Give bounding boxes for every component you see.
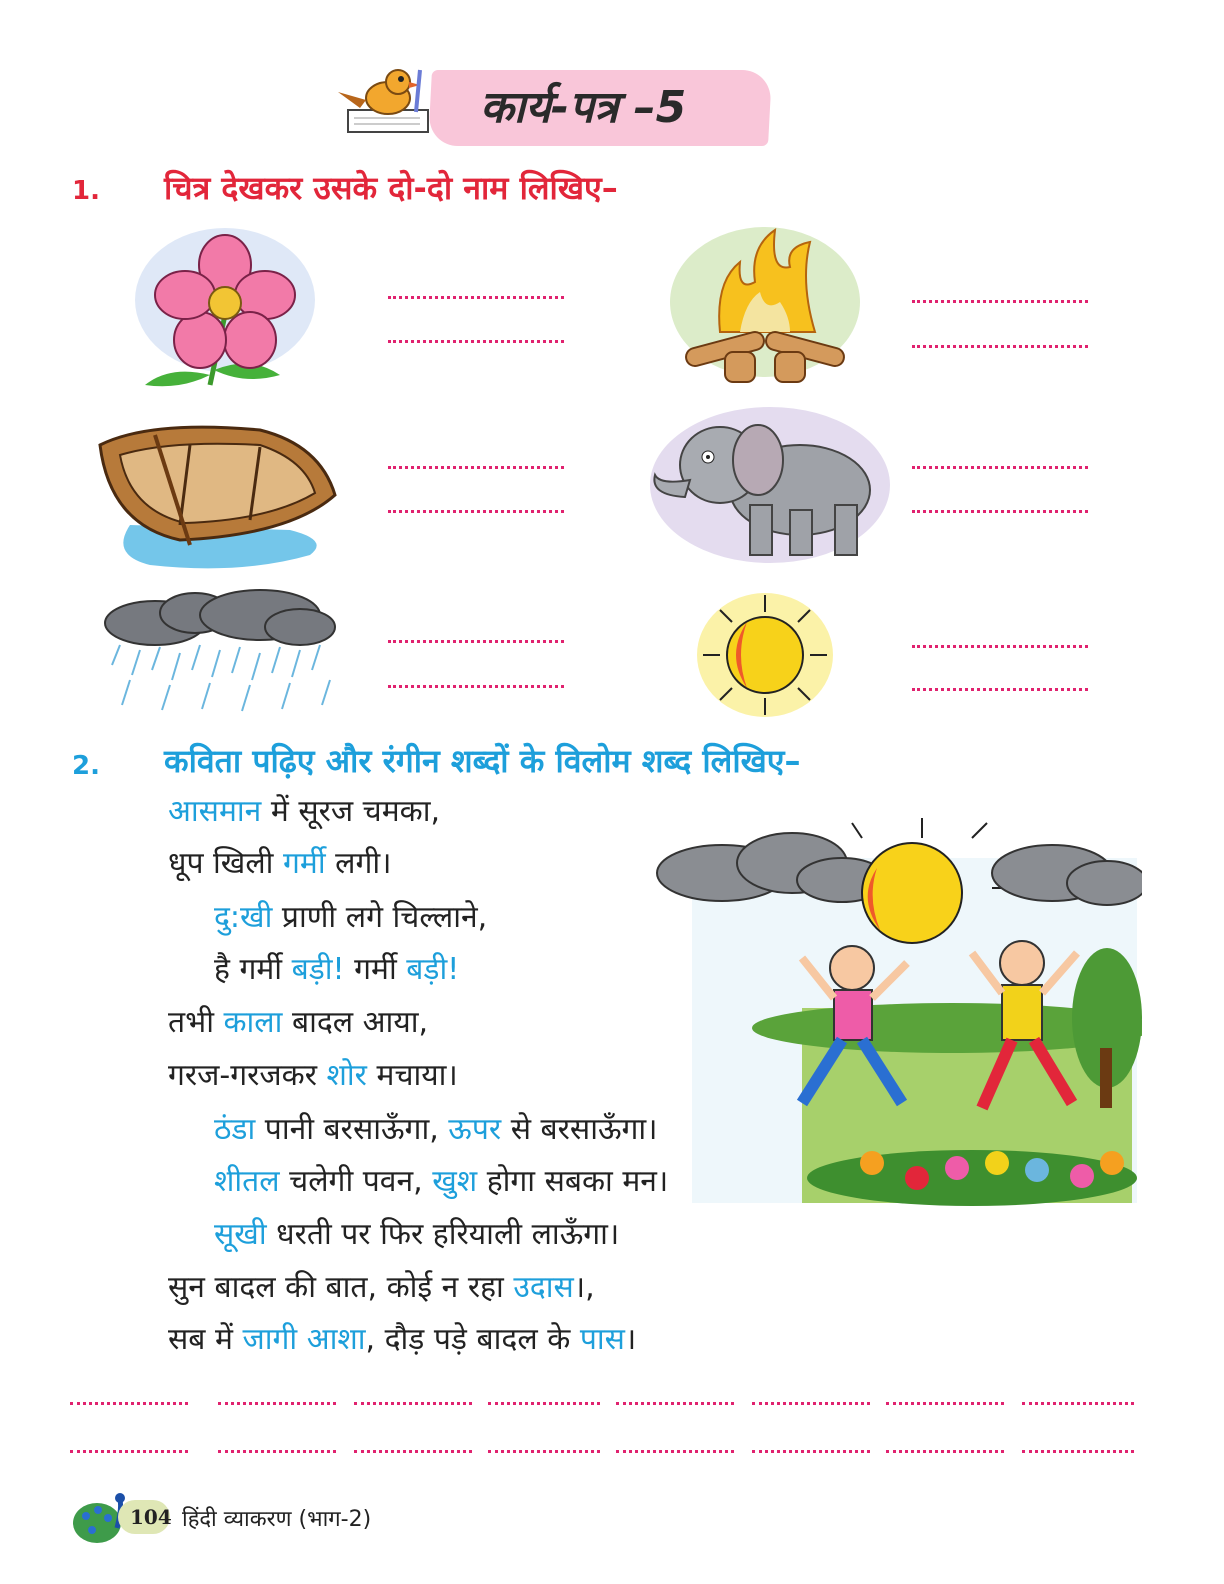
poem-line <box>214 898 487 938</box>
answer-line[interactable] <box>388 510 564 513</box>
answer-line[interactable] <box>886 1450 1004 1453</box>
highlighted-word: जागी <box>242 1322 298 1357</box>
highlighted-word: शोर <box>326 1058 367 1093</box>
answer-line[interactable] <box>1022 1402 1134 1405</box>
answer-line[interactable] <box>752 1450 870 1453</box>
poem-text: गर्मी <box>344 952 407 987</box>
answer-line[interactable] <box>488 1450 600 1453</box>
children-playing-illustration <box>652 818 1142 1208</box>
poem-line <box>168 1003 428 1043</box>
poem-text: में सूरज चमका, <box>261 794 441 829</box>
highlighted-word: बड़ी! <box>406 952 460 987</box>
poem-text: धूप खिली <box>168 846 283 881</box>
answer-line[interactable] <box>70 1402 188 1405</box>
rain-cloud-icon <box>100 585 340 720</box>
highlighted-word: आशा <box>306 1322 366 1357</box>
answer-line[interactable] <box>388 340 564 343</box>
highlighted-word: पास <box>579 1322 625 1357</box>
answer-line[interactable] <box>70 1450 188 1453</box>
poem-text: । <box>624 1322 637 1357</box>
answer-line[interactable] <box>912 645 1088 648</box>
question-1-number: 1. <box>72 176 100 206</box>
poem-line <box>214 1110 658 1150</box>
bird-writing-icon <box>330 60 440 140</box>
highlighted-word: उदास <box>513 1270 574 1305</box>
answer-line[interactable] <box>752 1402 870 1405</box>
poem-text: तभी <box>168 1005 224 1040</box>
answer-line[interactable] <box>388 685 564 688</box>
poem-text: होगा सबका मन। <box>477 1164 669 1199</box>
bonfire-icon <box>665 222 865 392</box>
answer-line[interactable] <box>616 1450 734 1453</box>
answer-line[interactable] <box>912 510 1088 513</box>
answer-line[interactable] <box>218 1450 336 1453</box>
poem-text: सब में <box>168 1322 243 1357</box>
boat-icon <box>90 415 340 575</box>
poem-line <box>168 844 392 884</box>
answer-line[interactable] <box>488 1402 600 1405</box>
poem-text: पानी बरसाऊँगा, <box>255 1112 449 1147</box>
answer-line[interactable] <box>1022 1450 1134 1453</box>
highlighted-word: बड़ी! <box>291 952 345 987</box>
poem-text: से बरसाऊँगा। <box>501 1112 658 1147</box>
poem-text: गरज-गरजकर <box>168 1058 327 1093</box>
poem-line <box>214 1215 619 1255</box>
answer-line[interactable] <box>616 1402 734 1405</box>
answer-line[interactable] <box>912 466 1088 469</box>
highlighted-word: सूखी <box>214 1217 267 1252</box>
poem-text: सुन बादल की बात, कोई न रहा <box>168 1270 514 1305</box>
question-2-number: 2. <box>72 751 100 781</box>
answer-line[interactable] <box>912 688 1088 691</box>
question-1-text: चित्र देखकर उसके दो-दो नाम लिखिए– <box>164 169 618 207</box>
page-title: कार्य-पत्र –5 <box>480 82 687 133</box>
sun-icon <box>695 590 835 720</box>
poem-line <box>168 1056 458 1096</box>
answer-line[interactable] <box>886 1402 1004 1405</box>
answer-line[interactable] <box>388 296 564 299</box>
highlighted-word: गर्मी <box>282 846 326 881</box>
highlighted-word: खुश <box>432 1164 478 1199</box>
flower-icon <box>130 225 320 395</box>
poem-line <box>168 792 440 832</box>
answer-line[interactable] <box>912 345 1088 348</box>
poem-line <box>214 950 459 990</box>
poem-text: प्राणी लगे चिल्लाने, <box>272 900 488 935</box>
answer-line[interactable] <box>218 1402 336 1405</box>
page-number: 104 <box>130 1505 172 1529</box>
poem-text: मचाया। <box>366 1058 458 1093</box>
poem-text: चलेगी पवन, <box>279 1164 433 1199</box>
poem-text: , दौड़ पड़े बादल के <box>365 1322 580 1357</box>
answer-line[interactable] <box>354 1450 472 1453</box>
poem-line <box>168 1268 595 1308</box>
highlighted-word: दु:खी <box>214 900 273 935</box>
answer-line[interactable] <box>354 1402 472 1405</box>
answer-line[interactable] <box>912 300 1088 303</box>
highlighted-word: आसमान <box>168 794 262 829</box>
answer-line[interactable] <box>388 640 564 643</box>
poem-text: लगी। <box>325 846 392 881</box>
poem-text: बादल आया, <box>282 1005 429 1040</box>
poem-text: धरती पर फिर हरियाली लाऊँगा। <box>266 1217 620 1252</box>
highlighted-word: ठंडा <box>214 1112 256 1147</box>
highlighted-word: काला <box>223 1005 283 1040</box>
poem-text: ।, <box>573 1270 595 1305</box>
book-title: हिंदी व्याकरण (भाग-2) <box>182 1507 372 1532</box>
highlighted-word: शीतल <box>214 1164 280 1199</box>
poem-line <box>168 1320 636 1360</box>
question-2-text: कविता पढ़िए और रंगीन शब्दों के विलोम शब्द लिखिए– <box>164 742 801 780</box>
answer-line[interactable] <box>388 466 564 469</box>
poem-line <box>214 1162 668 1202</box>
highlighted-word: ऊपर <box>448 1112 502 1147</box>
poem-text: है गर्मी <box>214 952 292 987</box>
poem-text <box>297 1322 307 1357</box>
elephant-icon <box>640 405 890 570</box>
